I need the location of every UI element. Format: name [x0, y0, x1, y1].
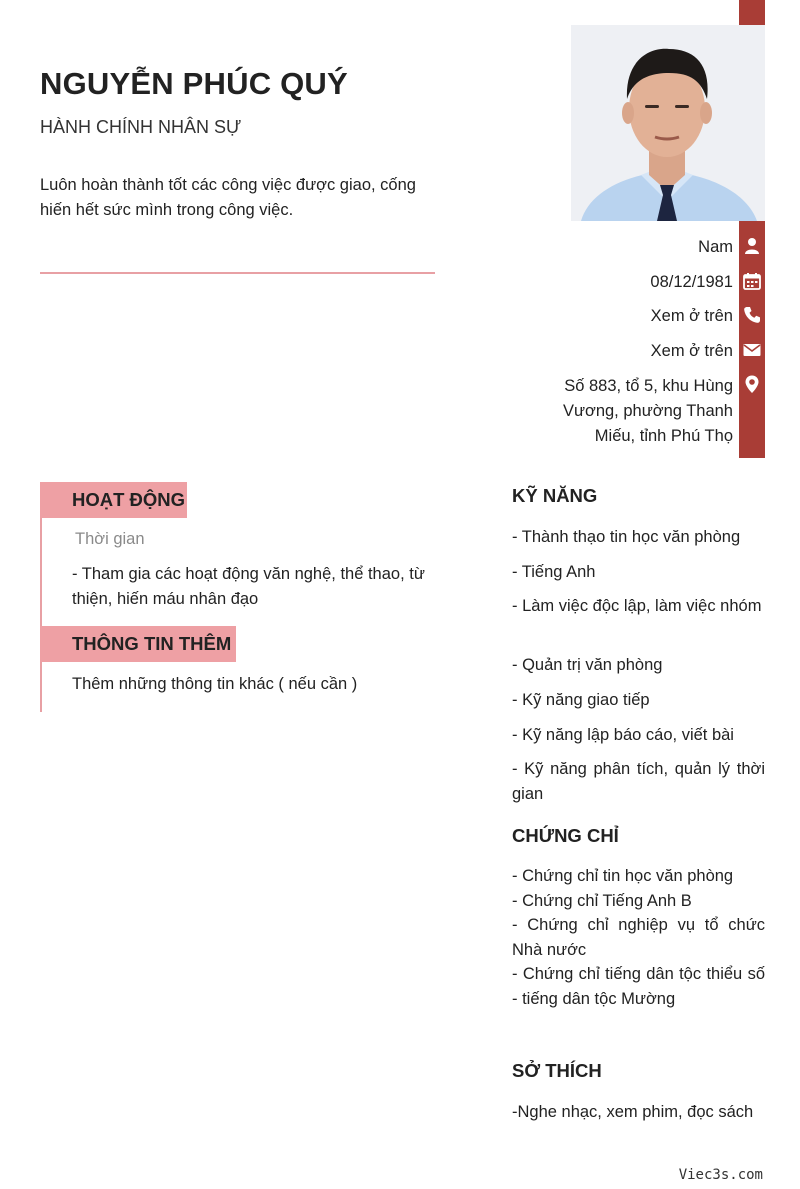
certificate-item: - Chứng chỉ Tiếng Anh B	[512, 891, 692, 910]
person-icon	[742, 236, 762, 256]
extra-info-heading: THÔNG TIN THÊM	[72, 633, 232, 654]
skill-item: - Kỹ năng phân tích, quản lý thời gian	[512, 760, 765, 803]
activities-time: Thời gian	[75, 530, 145, 548]
portrait-illustration	[571, 25, 765, 221]
accent-strip-top	[739, 0, 765, 25]
skills-heading: KỸ NĂNG	[512, 485, 598, 506]
phone-value: Xem ở trên	[650, 307, 733, 325]
activities-description: - Tham gia các hoạt động văn nghệ, thể thao, từ thiện, hiến máu nhân đạo	[72, 565, 425, 608]
calendar-icon	[742, 271, 762, 291]
skill-item: - Kỹ năng giao tiếp	[512, 691, 650, 709]
profile-photo	[571, 25, 765, 221]
address-value: Số 883, tổ 5, khu Hùng Vương, phường Thanh Miếu, tỉnh Phú Thọ	[562, 377, 733, 445]
certificate-item: - Chứng chỉ tiếng dân tộc thiểu số - tiếng dân tộc Mường	[512, 965, 765, 1008]
certificates-list	[512, 864, 765, 1011]
job-title: HÀNH CHÍNH NHÂN SỰ	[40, 117, 242, 137]
skill-item: - Kỹ năng lập báo cáo, viết bài	[512, 726, 734, 744]
extra-info-text: Thêm những thông tin khác ( nếu cần )	[72, 675, 358, 693]
certificates-heading: CHỨNG CHỈ	[512, 825, 619, 846]
skill-item: - Thành thạo tin học văn phòng	[512, 528, 741, 546]
gender-value: Nam	[698, 238, 733, 256]
header-divider	[40, 272, 435, 274]
candidate-name: NGUYỄN PHÚC QUÝ	[40, 66, 348, 101]
email-value: Xem ở trên	[650, 342, 733, 360]
birthday-value: 08/12/1981	[650, 273, 733, 291]
skill-item: - Quản trị văn phòng	[512, 656, 663, 674]
hobbies-heading: SỞ THÍCH	[512, 1060, 602, 1081]
location-pin-icon	[742, 374, 762, 394]
activities-heading: HOẠT ĐỘNG	[72, 489, 186, 510]
phone-icon	[742, 305, 762, 325]
skill-item: - Làm việc độc lập, làm việc nhóm	[512, 597, 762, 615]
career-objective: Luôn hoàn thành tốt các công việc được giao, cống hiến hết sức mình trong công việc.	[40, 176, 416, 219]
certificate-item: - Chứng chỉ nghiệp vụ tổ chức Nhà nước	[512, 916, 765, 959]
skill-item: - Tiếng Anh	[512, 563, 596, 581]
mail-icon	[742, 340, 762, 360]
certificate-item: - Chứng chỉ tin học văn phòng	[512, 867, 734, 885]
hobbies-text: -Nghe nhạc, xem phim, đọc sách	[512, 1103, 754, 1121]
footer-brand: Viec3s.com	[678, 1167, 763, 1183]
